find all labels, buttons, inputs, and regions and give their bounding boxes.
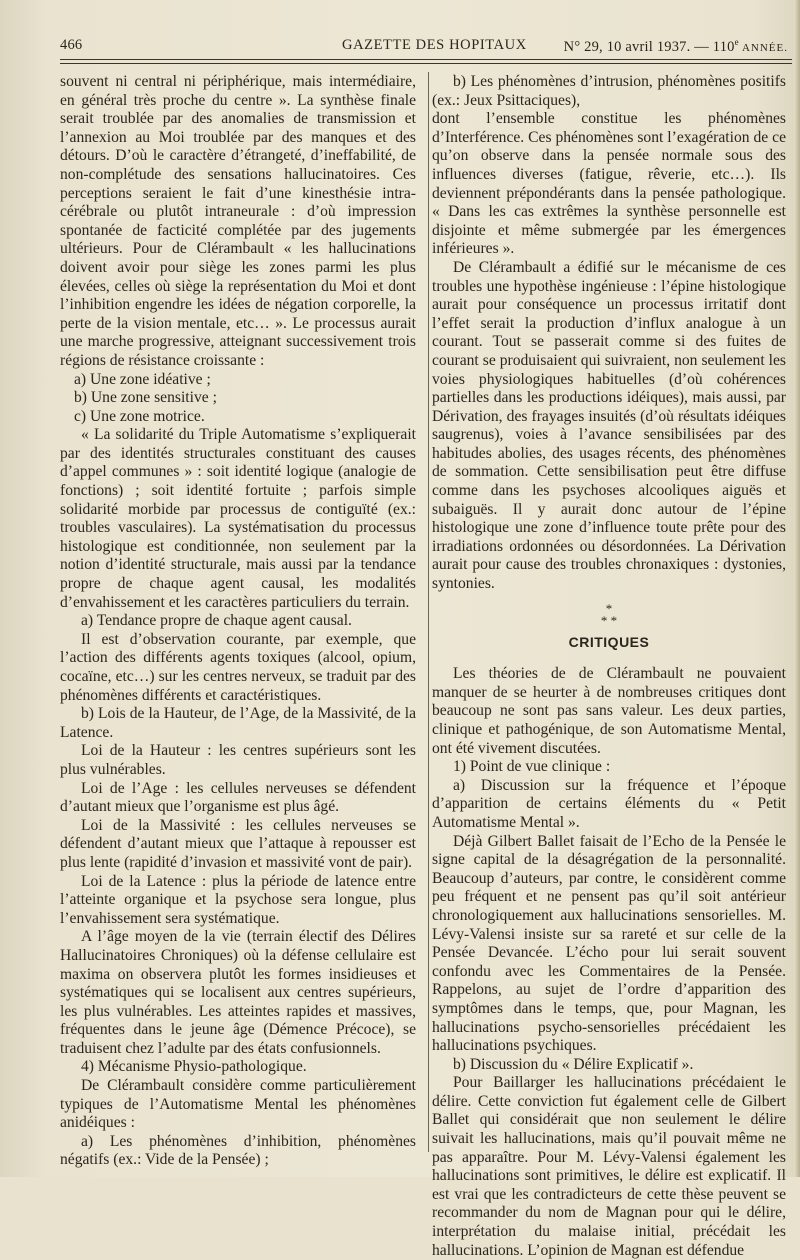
list-item: a) Les phénomènes d’inhibition, phénomènes négatifs (ex.: Vide de la Pensée) ; — [60, 1132, 416, 1169]
header-rule-thin — [60, 63, 792, 64]
page-edge — [794, 0, 800, 1177]
issue-date: N° 29, 10 avril 1937. — 110 — [563, 38, 735, 55]
list-item: b) Une zone sensitive ; — [74, 389, 217, 407]
list-item: c) Une zone motrice. — [74, 407, 205, 425]
paragraph: souvent ni central ni périphérique, mais intermédiaire, en général très proche du centre ». La synthèse finale serait troublée par des anomalies de transmission et l’annexion au Moi troublée par des manques et des détours. D’où le caractère d’étrangeté, d’ineffabilité, de non-complétude des sensations hallucinatoires. Ces perceptions seraient le fait d’une kinesthésie intra-cérébrale ou plutôt intraneurale : d’où impression spontanée de facticité complétée par des jugements ultérieurs. Pour de Clérambault « les hallucinations doivent avoir pour siège les zones parmi les plus élevées, celles où siège la représentation du Moi et dont l’inhibition engendre les idées de négation corporelle, la perte de la vision mentale, etc… ». Le processus aurait une marche progressive, atteignant successivement trois régions de résistance croissante : — [60, 73, 416, 369]
subheading: 4) Mécanisme Physio-pathologique. — [81, 1058, 307, 1076]
subheading: b) Discussion du « Délire Explicatif ». — [453, 1055, 694, 1073]
right-column — [432, 73, 786, 1260]
subheading: a) Discussion sur la fréquence et l’époque d’apparition de certains éléments du « Petit Automatisme Mental ». — [432, 776, 786, 831]
paragraph: dont l’ensemble constitue les phénomènes d’Interférence. Ces phénomènes sont l’exagération de ce qu’on observe dans la pensée normale sous des influences diverses (fatigue, rêverie, etc…). Ils deviennent prépondérants dans la pensée pathologique. « Dans les cas extrêmes la synthèse personnelle est disjointe et même submergée par les émergences inférieures ». — [432, 110, 786, 258]
subheading: a) Tendance propre de chaque agent causal. — [81, 612, 352, 630]
paragraph: Pour Baillarger les hallucinations précédaient le délire. Cette conviction fut également celle de Gilbert Ballet qui considérait que non seulement le délire suivait les hallucinations, mais qu’il pouvait même ne pas apparaître. Pour M. Lévy-Valensi également les hallucinations sont primitives, le délire est explicatif. Il est vrai que les contradicteurs de cette thèse peuvent se recommander du nom de Magnan pour qui le délire, interprétation du malaise initial, précédait les hallucinations. L’opinion de Magnan est défendue — [432, 1074, 786, 1259]
paragraph: Loi de la Hauteur : les centres supérieurs sont les plus vulnérables. — [60, 742, 416, 778]
page-number: 466 — [60, 37, 83, 53]
paragraph: Il est d’observation courante, par exemple, que l’action des différents agents toxiques (alcool, opium, cocaïne, etc…) sur les centres nerveux, se traduit par des phénomènes différents et caractéristiques. — [60, 630, 416, 704]
issue-info — [564, 37, 788, 56]
list-item: a) Une zone idéative ; — [74, 370, 211, 388]
asterism-ornament: * * * — [600, 600, 618, 628]
paragraph: De Clérambault considère comme particulièrement typiques de l’Automatisme Mental les phénomènes anidéiques : — [60, 1077, 416, 1132]
subheading: b) Lois de la Hauteur, de l’Age, de la Massivité, de la Latence. — [60, 705, 416, 741]
paragraph: A l’âge moyen de la vie (terrain électif des Délires Hallucinatoires Chroniques) où la défense cellulaire est maxima on observera plutôt les formes insidieuses et systématiques qui se localisent aux centres supérieurs, les plus vulnérables. Les atteintes rapides et massives, fréquentes dans le jeune âge (Démence Précoce), se traduisent chez l’adulte par des états confusionnels. — [60, 928, 416, 1057]
paragraph: Les théories de de Clérambault ne pouvaient manquer de se heurter à de nombreuses critiques dont beaucoup ne sont pas sans valeur. Les deux parties, clinique et pathogénique, de son Automatisme Mental, ont été vivement discutées. — [432, 665, 786, 757]
subheading: 1) Point de vue clinique : — [453, 758, 611, 776]
column-divider — [428, 72, 429, 1152]
journal-title: GAZETTE DES HOPITAUX — [342, 37, 527, 53]
issue-year-label: ANNÉE. — [738, 41, 788, 54]
list-item: b) Les phénomènes d’intrusion, phénomènes positifs (ex.: Jeux Psittaciques), — [432, 73, 786, 109]
paragraph: De Clérambault a édifié sur le mécanisme de ces troubles une hypothèse ingénieuse : l’épine histologique aurait pour conséquence un processus irritatif dont l’effet serait la production d’influx analogue à un courant. Tout se passerait comme si des fuites de courant se produisaient qui suivraient, non seulement les voies physiologiques habituelles (d’où cohérences partielles dans les productions idéiques), mais aussi, par Dérivation, des frayages insuités (d’où résultats idéiques saugrenus), voies à l’avance sensibilisées par des habitudes abolies, des usages récents, des phénomènes de sommation. Cette sensibilisation peut être diffuse comme dans les psychoses alcooliques aiguës et subaiguës. Il y aurait donc autour de l’épine histologique une zone d’influence toute prête pour des irradiations ordonnées ou désordonnées. La Dérivation aurait pour cause des troubles chronaxiques : dystonies, syntonies. — [432, 258, 786, 593]
paragraph: Loi de la Massivité : les cellules nerveuses se défendent d’autant mieux que l’attaque à repousser est plus lente (rapidité d’invasion et massivité vont de pair). — [60, 816, 416, 871]
header-rule — [60, 59, 792, 60]
paragraph: Loi de l’Age : les cellules nerveuses se défendent d’autant mieux que l’organisme est plus âgé. — [60, 779, 416, 816]
paragraph: Déjà Gilbert Ballet faisait de l’Echo de la Pensée le signe capital de la désagrégation de la personnalité. Beaucoup d’auteurs, par contre, le considèrent comme peu fréquent et ne pensent pas qu’il soit antérieur chronologiquement aux hallucinations sensorielles. M. Lévy-Valensi insiste sur sa rareté et sur celle de la Pensée Devancée. L’écho pour lui serait souvent confondu avec les Commentaires de la Pensée. Rappelons, au sujet de l’ordre d’apparition des symptômes dans le temps, que, pour Magnan, les hallucinations psycho-sensorielles précédaient les hallucinations psychiques. — [432, 832, 786, 1055]
running-header — [60, 33, 788, 59]
paragraph: « La solidarité du Triple Automatisme s’expliquerait par des identités structurales constituant des causes d’appel communes » : soit identité logique (analogie de fonctions) ; soit identité fortuite ; parfois simple solidarité morbide par processus de contiguïté (ex.: troubles vasculaires). La systématisation du processus histologique est conditionnée, non seulement par la notion d’identité structurale, mais aussi par la tendance propre de chaque agent causal, les modalités d’envahissement et les caractères particuliers du terrain. — [60, 426, 416, 611]
issue-ordinal: e — [734, 37, 739, 47]
paragraph: Loi de la Latence : plus la période de latence entre l’atteinte organique et la psychose sera longue, plus l’envahissement sera systématique. — [60, 872, 416, 927]
left-column — [60, 73, 416, 1170]
section-heading: CRITIQUES — [568, 633, 650, 650]
